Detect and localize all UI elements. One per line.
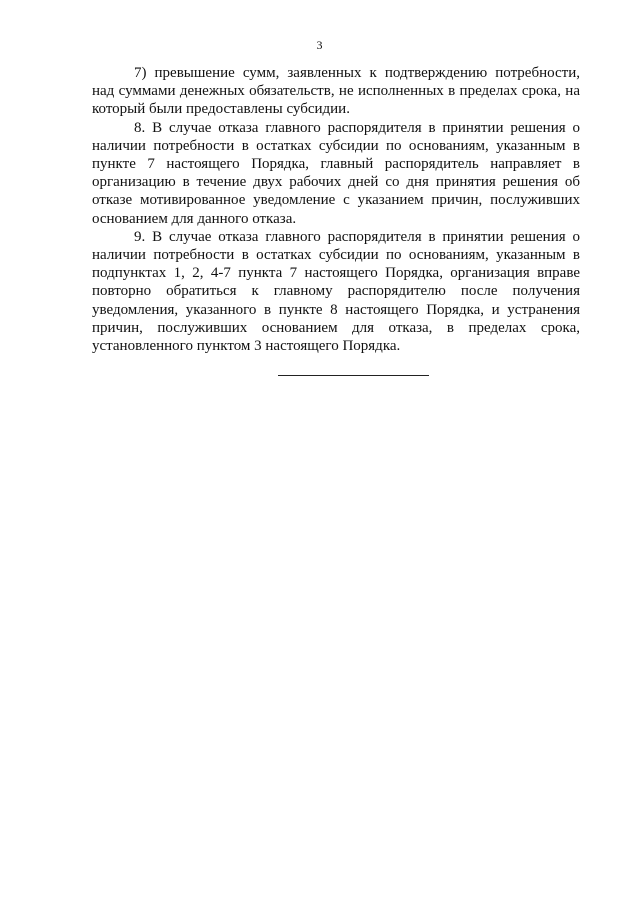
end-separator-line <box>278 375 429 376</box>
page-number: 3 <box>316 38 323 52</box>
paragraph-point-8: 8. В случае отказа главного распорядителя в принятии решения о наличии потребности в остатках субсидии по основаниям, указанным в пункте 7 настоящего Порядка, главный распорядитель направляет в организацию в течение двух рабочих дней со дня принятия решения об отказе мотивированное уведомление с указанием причин, послуживших основанием для данного отказа. <box>92 119 580 227</box>
paragraph-point-9: 9. В случае отказа главного распорядителя в принятии решения о наличии потребности в остатках субсидии по основаниям, указанным в подпунктах 1, 2, 4-7 пункта 7 настоящего Порядка, организация вправе повторно обратиться к главному распорядителю после получения уведомления, указанного в пункте 8 настоящего Порядка, и устранения причин, послуживших основанием для отказа, в пределах срока, установленного пунктом 3 настоящего Порядка. <box>92 228 580 355</box>
paragraph-item-7: 7) превышение сумм, заявленных к подтверждению потребности, над суммами денежных обязательств, не исполненных в пределах срока, на который были предоставлены субсидии. <box>92 65 580 118</box>
document-body <box>92 64 580 355</box>
